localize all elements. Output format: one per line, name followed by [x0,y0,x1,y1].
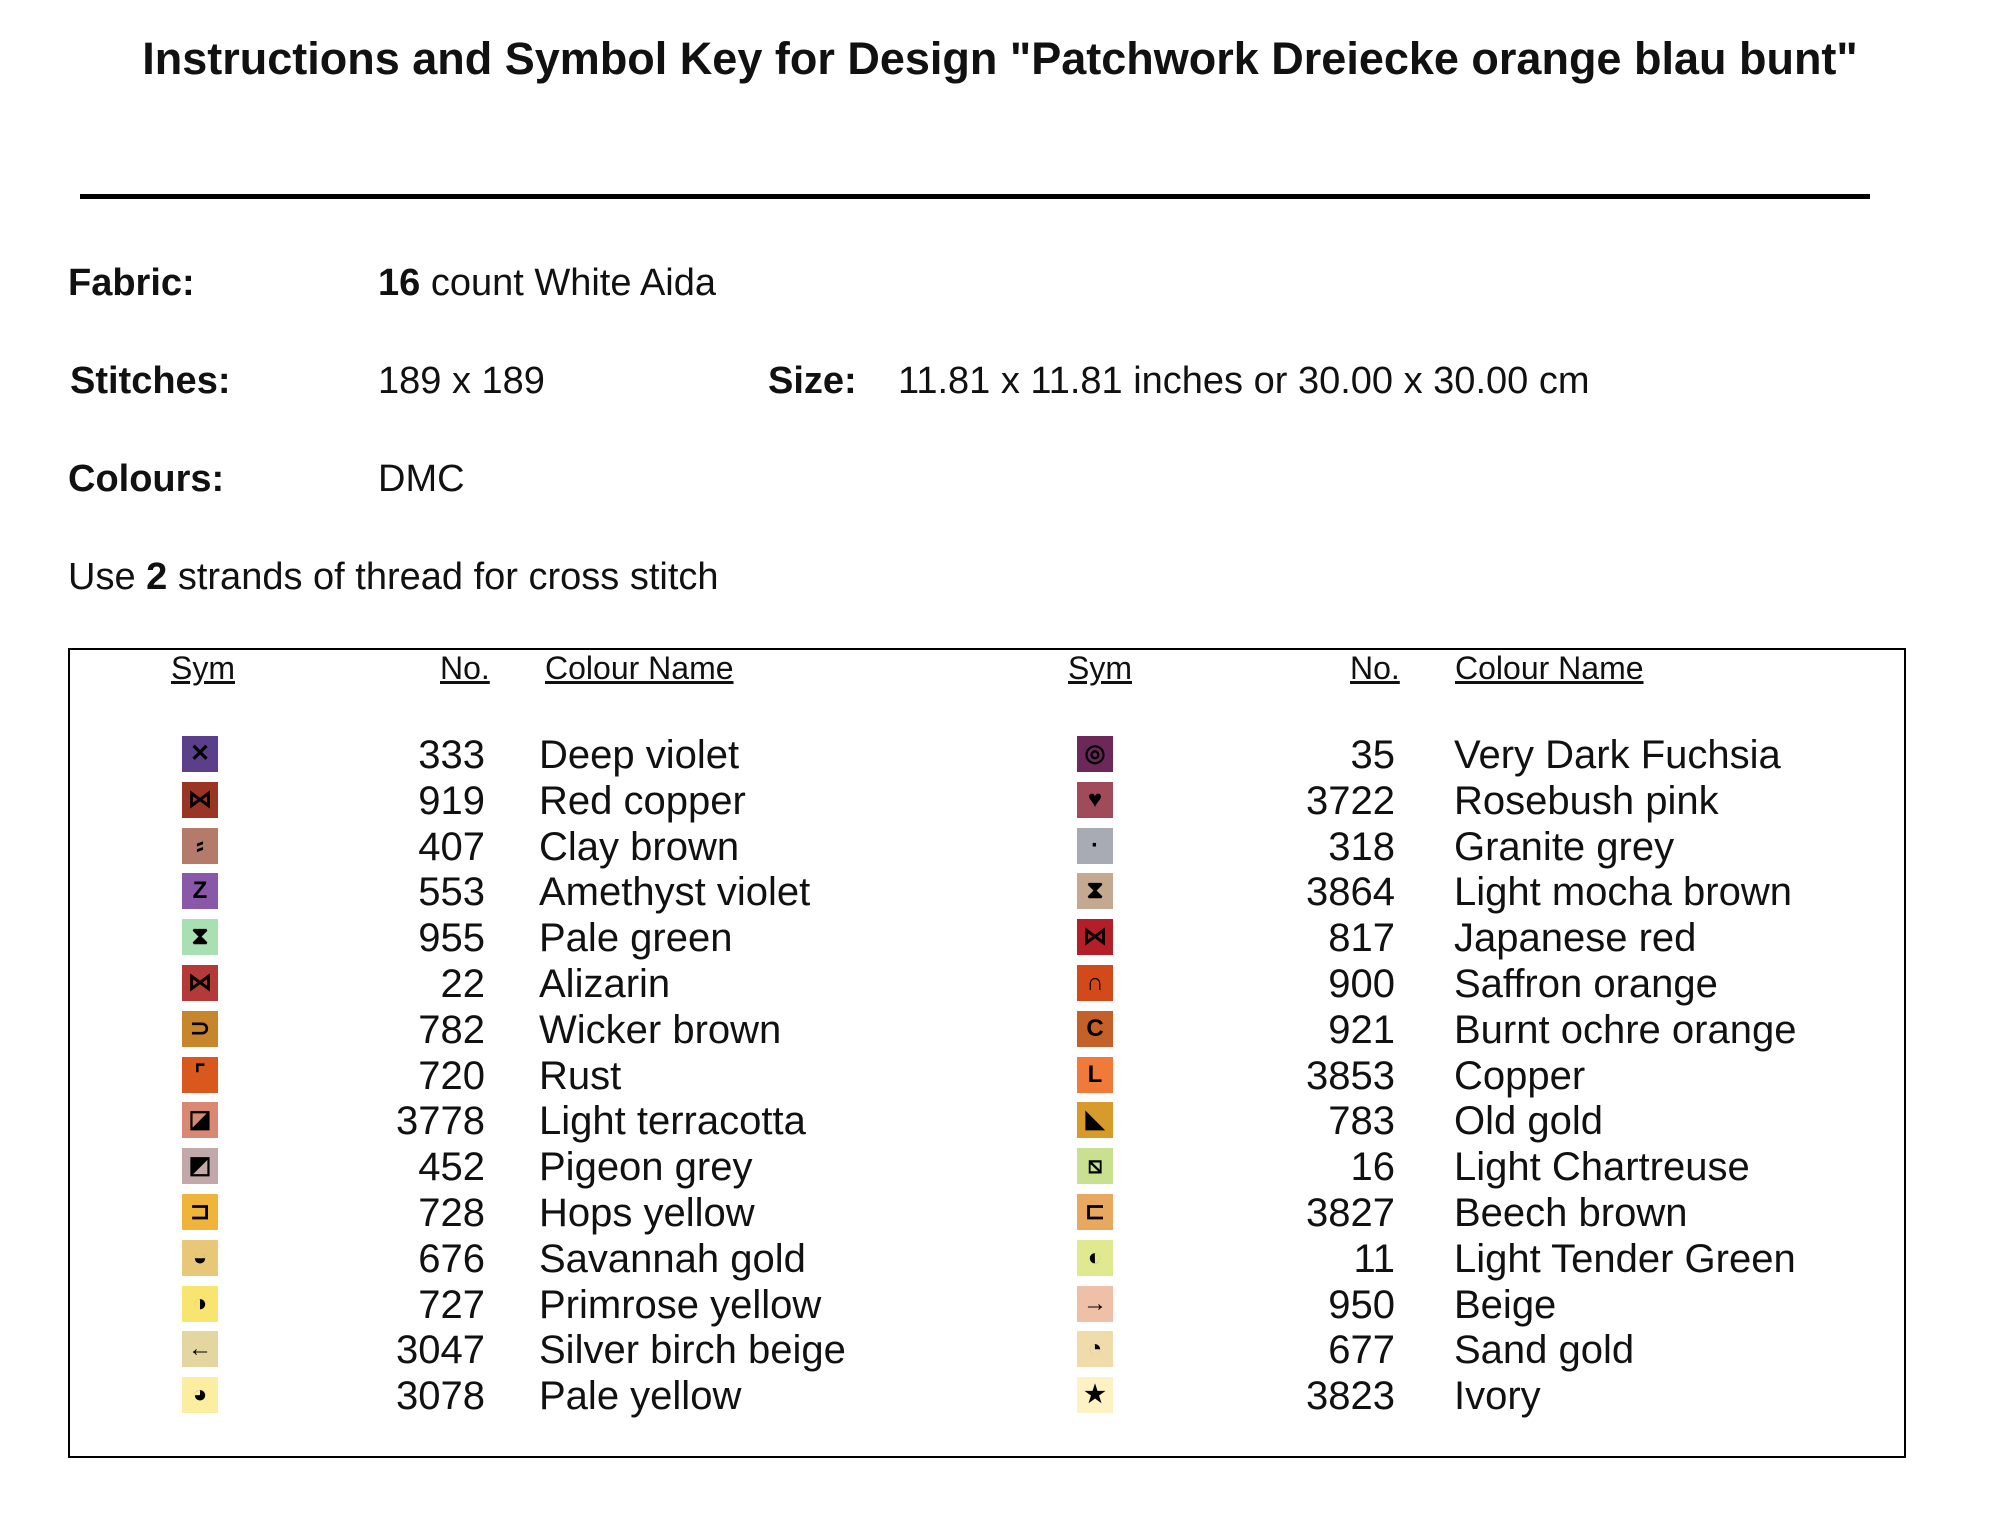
colour-name: Amethyst violet [539,870,811,915]
colour-number: 16 [1350,1145,1395,1190]
colour-number: 3827 [1306,1191,1395,1235]
sym-header-right: Sym [1068,650,1132,686]
size-value: 11.81 x 11.81 inches or 30.00 x 30.00 cm [898,360,1590,402]
colour-name: Light terracotta [539,1099,806,1144]
colour-number: 452 [418,1145,485,1190]
colour-symbol-icon: ⌜ [182,1057,218,1093]
colour-symbol-icon: ⸗ [182,828,218,864]
colour-number: 3823 [1306,1374,1395,1419]
colour-symbol-icon: ★ [1077,1377,1113,1413]
colour-symbol-icon: ⊃ [182,1011,218,1047]
colour-number: 3722 [1306,778,1395,823]
colour-name: Burnt ochre orange [1454,1007,1797,1052]
colour-row [0,778,2000,824]
colour-symbol-icon: ⊐ [182,1194,218,1230]
colour-name: Beech brown [1454,1191,1688,1235]
colour-name: Rosebush pink [1454,778,1719,823]
colour-name: Light mocha brown [1454,870,1792,915]
colour-symbol-icon: · [1077,828,1113,864]
colour-number: 677 [1328,1328,1395,1373]
colour-symbol-icon: ◩ [182,1148,218,1184]
page-title: Instructions and Symbol Key for Design "Patchwork Dreiecke orange blau bunt" [142,33,1858,84]
colour-number: 3047 [396,1328,485,1373]
colour-symbol-icon: ⧗ [182,919,218,955]
name-header-right: Colour Name [1455,650,1644,686]
colour-row [0,869,2000,915]
colour-row [0,1144,2000,1190]
colour-number: 720 [418,1053,485,1098]
colour-symbol-icon: ⧗ [1077,873,1113,909]
colour-symbol-icon: ◕ [182,1377,218,1413]
colour-row [0,915,2000,961]
colour-number: 900 [1328,962,1395,1006]
colour-name: Granite grey [1454,824,1675,869]
colour-number: 783 [1328,1099,1395,1144]
colour-symbol-icon: Z [182,873,218,909]
colour-number: 22 [440,962,485,1006]
colour-name: Very Dark Fuchsia [1454,733,1781,777]
colour-symbol-icon: L [1077,1057,1113,1093]
colour-symbol-icon: ∩ [1077,965,1113,1001]
colour-row [0,961,2000,1007]
colour-name: Japanese red [1454,916,1697,961]
colour-row [0,732,2000,778]
strands-post: strands of thread for cross stitch [177,556,719,598]
colour-name: Sand gold [1454,1328,1635,1373]
colour-symbol-icon: ⋈ [182,965,218,1001]
colour-symbol-icon: ⋈ [1077,919,1113,955]
colour-number: 817 [1328,916,1395,961]
colour-name: Light Chartreuse [1454,1145,1750,1190]
colour-symbol-icon: C [1077,1011,1113,1047]
colour-row [0,1098,2000,1144]
no-header-right: No. [1350,650,1400,686]
colour-name: Rust [539,1053,622,1098]
colour-row [0,824,2000,870]
colour-name: Beige [1454,1282,1557,1327]
stitches-label: Stitches: [70,360,231,402]
colour-number: 3078 [396,1374,485,1419]
fabric-text: count White Aida [430,262,717,304]
colour-name: Copper [1454,1053,1586,1098]
colour-number: 318 [1328,824,1395,869]
colour-number: 921 [1328,1007,1395,1052]
colour-symbol-icon: ⋈ [182,782,218,818]
colour-name: Light Tender Green [1454,1236,1796,1281]
colour-number: 676 [418,1236,485,1281]
colour-row [0,1282,2000,1328]
colour-symbol-icon: ◣ [1077,1102,1113,1138]
colour-symbol-icon: ◐ [1077,1240,1113,1276]
colour-name: Savannah gold [539,1236,806,1281]
colour-symbol-icon: → [1077,1286,1113,1322]
colour-name: Hops yellow [539,1191,755,1235]
colour-name: Primrose yellow [539,1282,822,1327]
colour-number: 3864 [1306,870,1395,915]
colour-name: Clay brown [539,824,740,869]
colour-number: 3778 [396,1099,485,1144]
colour-symbol-icon: ⊏ [1077,1194,1113,1230]
colour-number: 3853 [1306,1053,1395,1098]
colour-number: 782 [418,1007,485,1052]
colour-name: Deep violet [539,733,740,777]
colour-symbol-icon: ◑ [182,1286,218,1322]
fabric-label: Fabric: [68,262,195,304]
colour-number: 333 [418,733,485,777]
colour-number: 728 [418,1191,485,1235]
colour-name: Pale yellow [539,1374,742,1419]
colour-number: 553 [418,870,485,915]
colour-name: Old gold [1454,1099,1603,1144]
no-header-left: No. [440,650,490,686]
colour-number: 35 [1350,733,1395,777]
colour-row [0,1236,2000,1282]
title-divider [80,194,1870,199]
colour-number: 950 [1328,1282,1395,1327]
size-label: Size: [768,360,857,402]
fabric-value [378,262,716,305]
colour-row [0,1190,2000,1236]
colour-name: Pigeon grey [539,1145,753,1190]
colour-number: 727 [418,1282,485,1327]
colour-number: 919 [418,778,485,823]
strands-count: 2 [146,556,168,598]
colour-symbol-icon: ◪ [182,1102,218,1138]
colour-symbol-icon: ♥ [1077,782,1113,818]
colour-row [0,1373,2000,1419]
colour-number: 11 [1353,1236,1395,1281]
colour-name: Pale green [539,916,733,961]
fabric-count: 16 [378,262,421,304]
colour-row [0,1007,2000,1053]
name-header-left: Colour Name [545,650,734,686]
colour-row [0,1053,2000,1099]
stitches-value: 189 x 189 [378,360,545,402]
colour-symbol-icon: ← [182,1331,218,1367]
sym-header-left: Sym [171,650,235,686]
strands-instruction [68,556,719,599]
colour-symbol-icon: ◔ [1077,1331,1113,1367]
colour-name: Ivory [1454,1374,1541,1419]
colour-name: Alizarin [539,962,671,1006]
colour-number: 407 [418,824,485,869]
colour-name: Red copper [539,778,746,823]
colours-value: DMC [378,458,465,500]
colour-symbol-icon: ✕ [182,736,218,772]
colour-name: Wicker brown [539,1007,782,1052]
colour-row [0,1327,2000,1373]
colour-name: Silver birch beige [539,1328,846,1373]
colour-symbol-icon: ◎ [1077,736,1113,772]
colour-symbol-icon: ⧅ [1077,1148,1113,1184]
colours-label: Colours: [68,458,225,500]
colour-symbol-icon: ◒ [182,1240,218,1276]
strands-pre: Use [68,556,136,598]
colour-name: Saffron orange [1454,962,1718,1006]
colour-number: 955 [418,916,485,961]
